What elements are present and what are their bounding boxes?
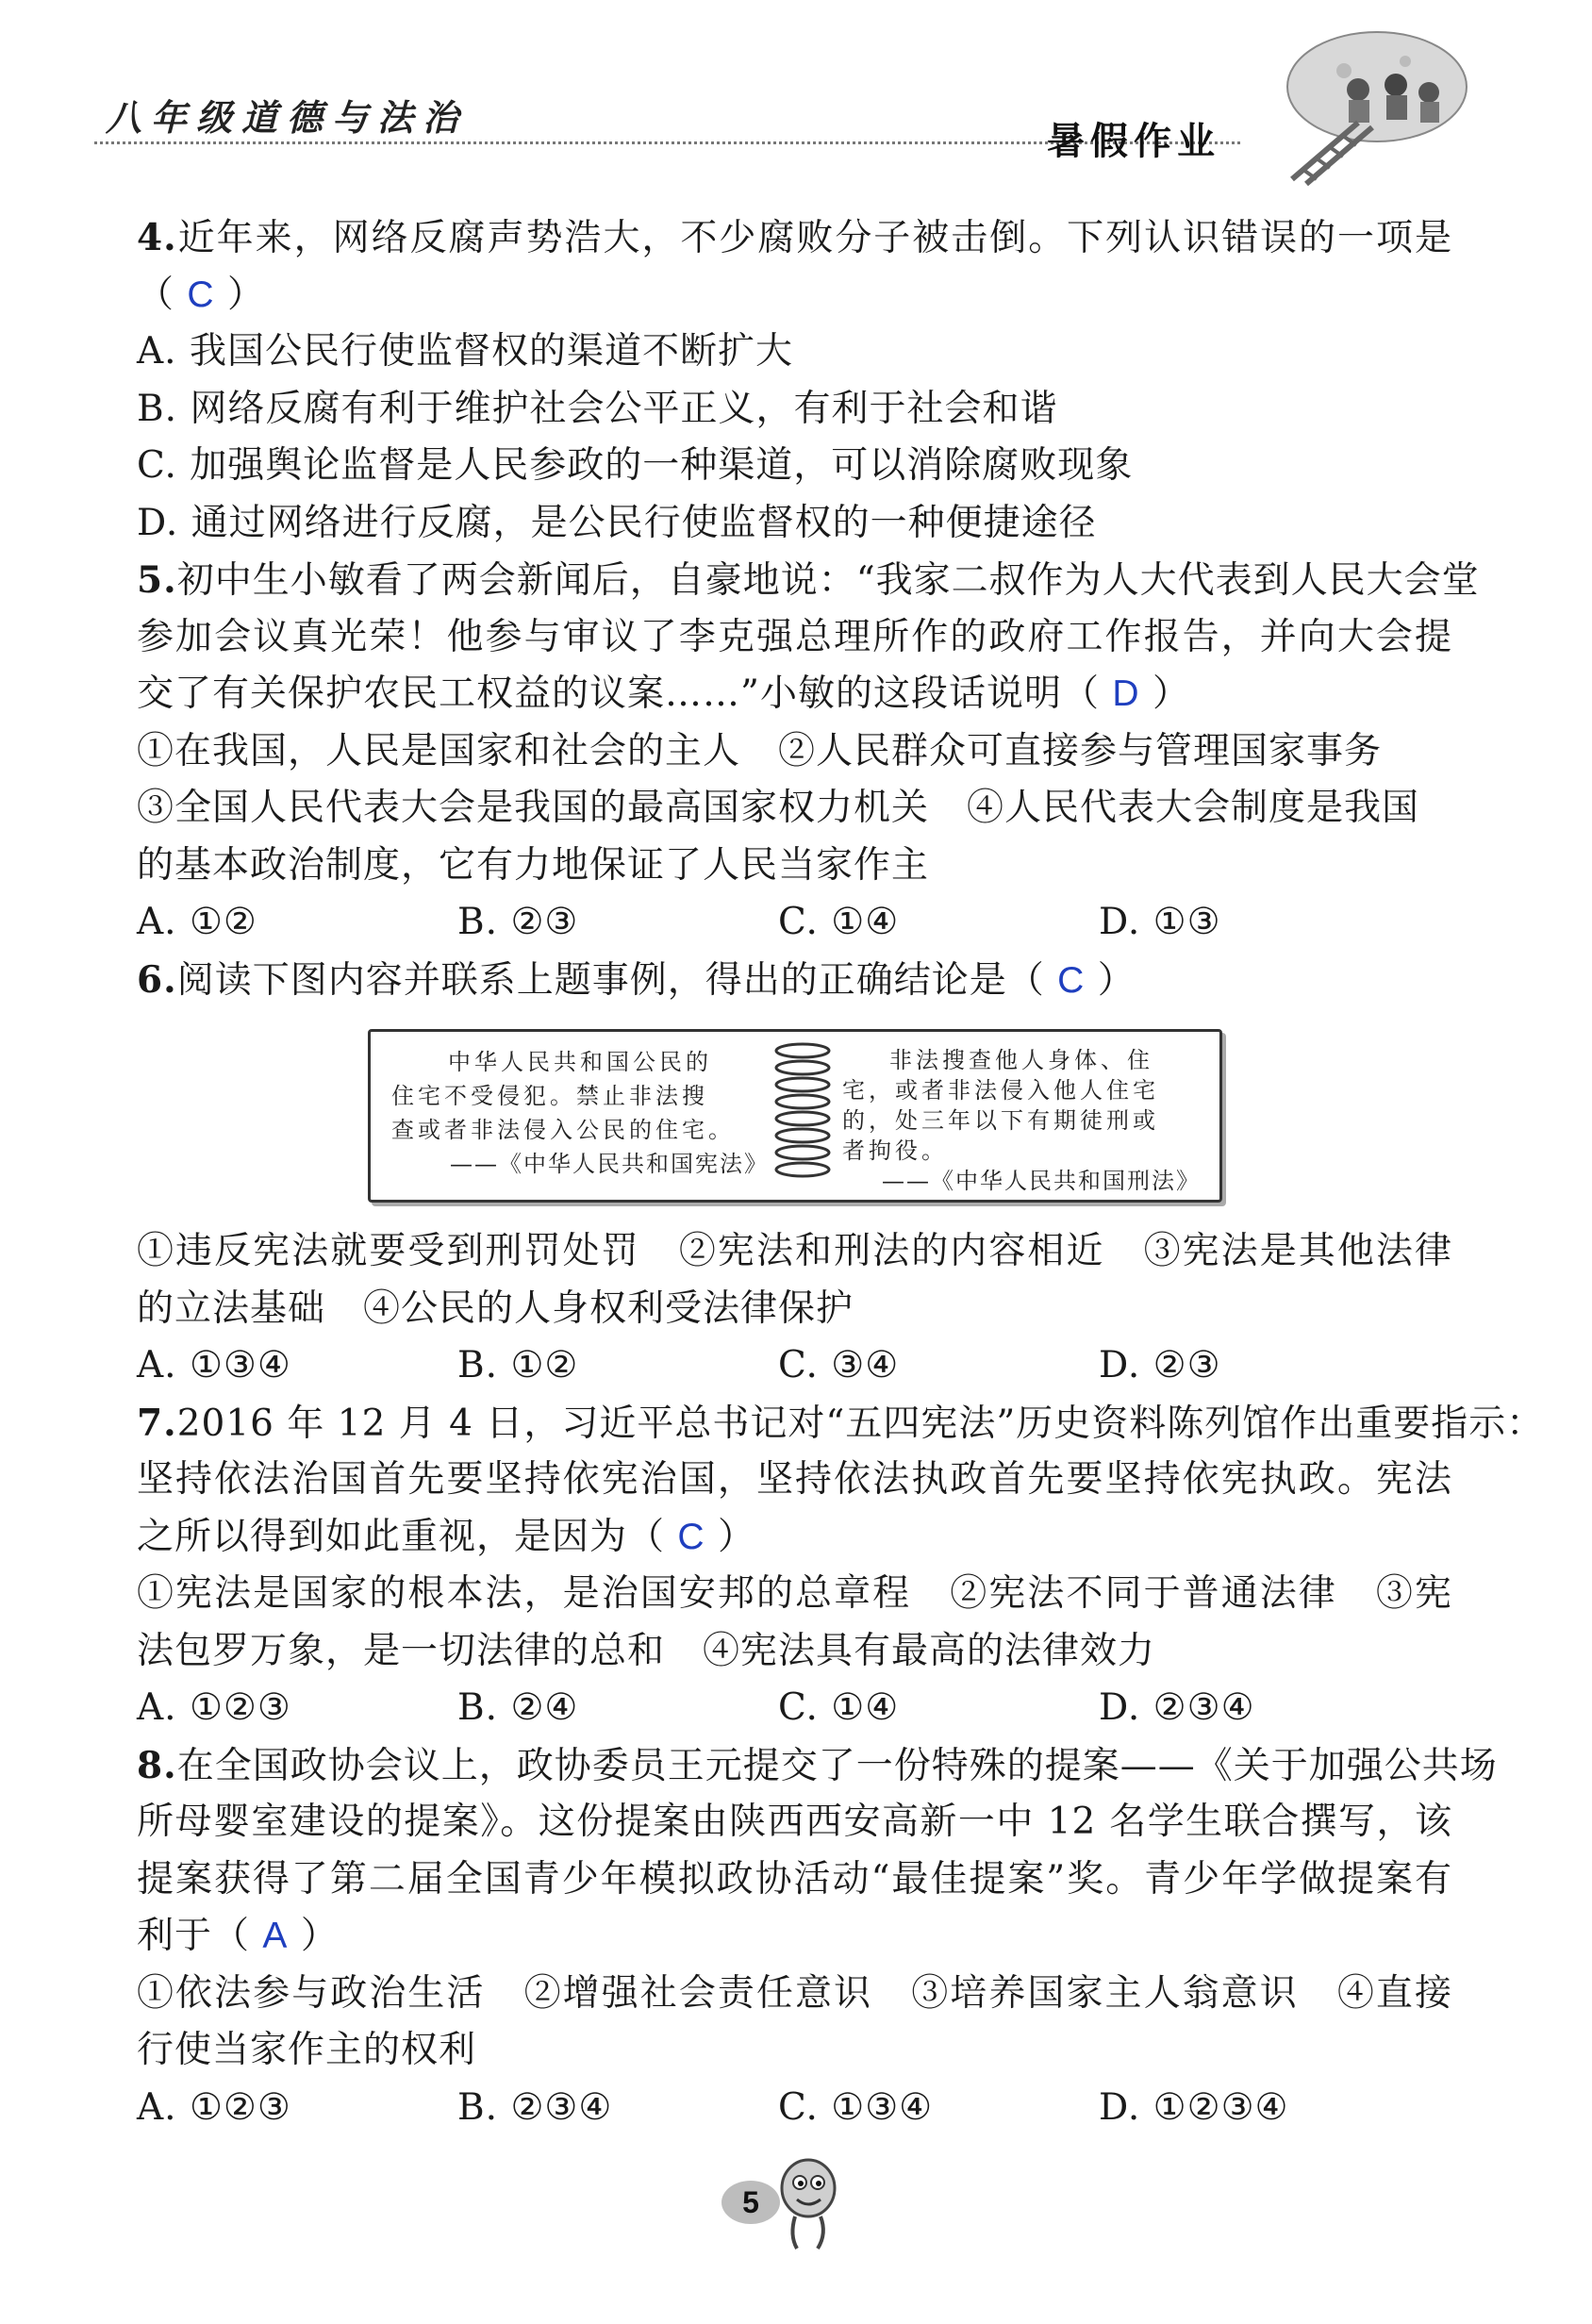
question-stem-line: （ C ）	[137, 273, 266, 316]
choice: B. ②④	[457, 1686, 579, 1729]
choice: A. ①②	[137, 901, 257, 943]
question-stem-line: 所母婴室建设的提案》。这份提案由陕西西安高新一中 12 名学生联合撰写，该	[137, 1801, 1452, 1843]
option: A. 我国公民行使监督权的渠道不断扩大	[137, 330, 793, 373]
criminal-law-excerpt: 非法搜查他人身体、住 宅，或者非法侵入他人住宅 的，处三年以下有期徒刑或 者拘役。 ——《中华人民共和国刑法》	[842, 1047, 1201, 1194]
page-header	[0, 0, 1592, 179]
choice: D. ①②③④	[1099, 2085, 1289, 2129]
answer-mark: C	[1057, 959, 1086, 1001]
choice: A. ①③④	[137, 1344, 291, 1386]
choice: B. ②③	[457, 901, 579, 943]
question-stem-line: 6.阅读下图内容并联系上题事例，得出的正确结论是（ C ）	[137, 957, 1136, 1002]
choice-row	[137, 1680, 1452, 1737]
question-8	[137, 1737, 1498, 2137]
statement-line: ①宪法是国家的根本法，是治国安邦的总章程 ②宪法不同于普通法律 ③宪	[137, 1572, 1452, 1615]
question-stem-line: 8.在全国政协会议上，政协委员王元提交了一份特殊的提案——《关于加强公共场	[137, 1743, 1498, 1787]
question-stem-line: 4.近年来，网络反腐声势浩大，不少腐败分子被击倒。下列认识错误的一项是	[137, 216, 1452, 259]
question-5	[137, 552, 1480, 952]
statement-line: 法包罗万象，是一切法律的总和 ④宪法具有最高的法律效力	[137, 1629, 1156, 1672]
cartoon-mascot-icon	[769, 2150, 844, 2254]
choice: A. ①②③	[137, 1686, 291, 1729]
choice: C. ①④	[778, 1686, 900, 1729]
choice: A. ①②③	[137, 2085, 291, 2129]
option: D. 通过网络进行反腐，是公民行使监督权的一种便捷途径	[137, 501, 1097, 544]
statement-line: ①违反宪法就要受到刑罚处罚 ②宪法和刑法的内容相近 ③宪法是其他法律	[137, 1230, 1452, 1272]
question-4	[137, 209, 1452, 552]
criminal-law-source: ——《中华人民共和国刑法》	[882, 1168, 1201, 1194]
choice: D. ②③	[1099, 1344, 1221, 1386]
choice: B. ②③④	[457, 2085, 613, 2129]
choice: D. ②③④	[1099, 1686, 1255, 1729]
answer-mark: D	[1112, 673, 1140, 714]
question-number: 6.	[137, 957, 177, 1002]
choice: C. ①③④	[778, 2085, 934, 2129]
children-on-moon-icon	[1254, 19, 1471, 189]
statement-line: ①依法参与政治生活 ②增强社会责任意识 ③培养国家主人翁意识 ④直接	[137, 1971, 1452, 2015]
choice: D. ①③	[1099, 901, 1221, 943]
choice: B. ①②	[457, 1344, 579, 1386]
choice: C. ①④	[778, 901, 900, 943]
question-stem-line: 交了有关保护农民工权益的议案……”小敏的这段话说明（ D ）	[137, 672, 1190, 715]
choice-row	[137, 894, 1452, 952]
question-stem-line: 5.初中生小敏看了两会新闻后，自豪地说：“我家二叔作为人大代表到人民大会堂	[137, 558, 1480, 602]
answer-mark: C	[187, 274, 215, 315]
statement-line: 的基本政治制度，它有力地保证了人民当家作主	[137, 843, 930, 887]
option: B. 网络反腐有利于维护社会公平正义，有利于社会和谐	[137, 387, 1058, 430]
question-stem-line: 坚持依法治国首先要坚持依宪治国，坚持依法执政首先要坚持依宪执政。宪法	[137, 1458, 1452, 1501]
question-stem-line: 提案获得了第二届全国青少年模拟政协活动“最佳提案”奖。青少年学做提案有	[137, 1857, 1452, 1901]
question-number: 8.	[137, 1743, 177, 1787]
option: C. 加强舆论监督是人民参政的一种渠道，可以消除腐败现象	[137, 444, 1134, 487]
question-number: 5.	[137, 558, 177, 602]
question-number: 7.	[137, 1401, 177, 1445]
statement-line: 行使当家作主的权利	[137, 2029, 477, 2071]
question-number: 4.	[137, 216, 177, 259]
constitution-excerpt: 中华人民共和国公民的 住宅不受侵犯。禁止非法搜 查或者非法侵入公民的住宅。 ——《中华人民共和国宪法》	[391, 1045, 769, 1181]
choice-row	[137, 1337, 1452, 1395]
answer-mark: C	[677, 1516, 705, 1557]
choice: C. ③④	[778, 1344, 900, 1386]
question-stem-line: 参加会议真光荣！他参与审议了李克强总理所作的政府工作报告，并向大会提	[137, 615, 1452, 658]
answer-mark: A	[262, 1916, 289, 1956]
question-6	[137, 952, 1452, 1395]
spiral-binding-icon	[767, 1039, 838, 1190]
statement-line: ③全国人民代表大会是我国的最高国家权力机关 ④人民代表大会制度是我国	[137, 787, 1420, 829]
constitution-source: ——《中华人民共和国宪法》	[450, 1151, 769, 1177]
statement-line: 的立法基础 ④公民的人身权利受法律保护	[137, 1286, 854, 1330]
question-stem-line: 之所以得到如此重视，是因为（ C ）	[137, 1515, 756, 1558]
question-7	[137, 1395, 1545, 1737]
homework-badge: 暑假作业	[1047, 120, 1220, 163]
law-excerpt-figure	[368, 1029, 1222, 1203]
page-number: 5	[721, 2181, 780, 2224]
question-stem-line: 7.2016 年 12 月 4 日，习近平总书记对“五四宪法”历史资料陈列馆作出重要指示：	[137, 1401, 1545, 1445]
question-stem-line: 利于（ A ）	[137, 1915, 339, 1957]
choice-row	[137, 2080, 1452, 2137]
statement-line: ①在我国，人民是国家和社会的主人 ②人民群众可直接参与管理国家事务	[137, 729, 1383, 772]
question-list	[137, 209, 1545, 2136]
subject-title: 八年级道德与法治	[106, 97, 469, 139]
